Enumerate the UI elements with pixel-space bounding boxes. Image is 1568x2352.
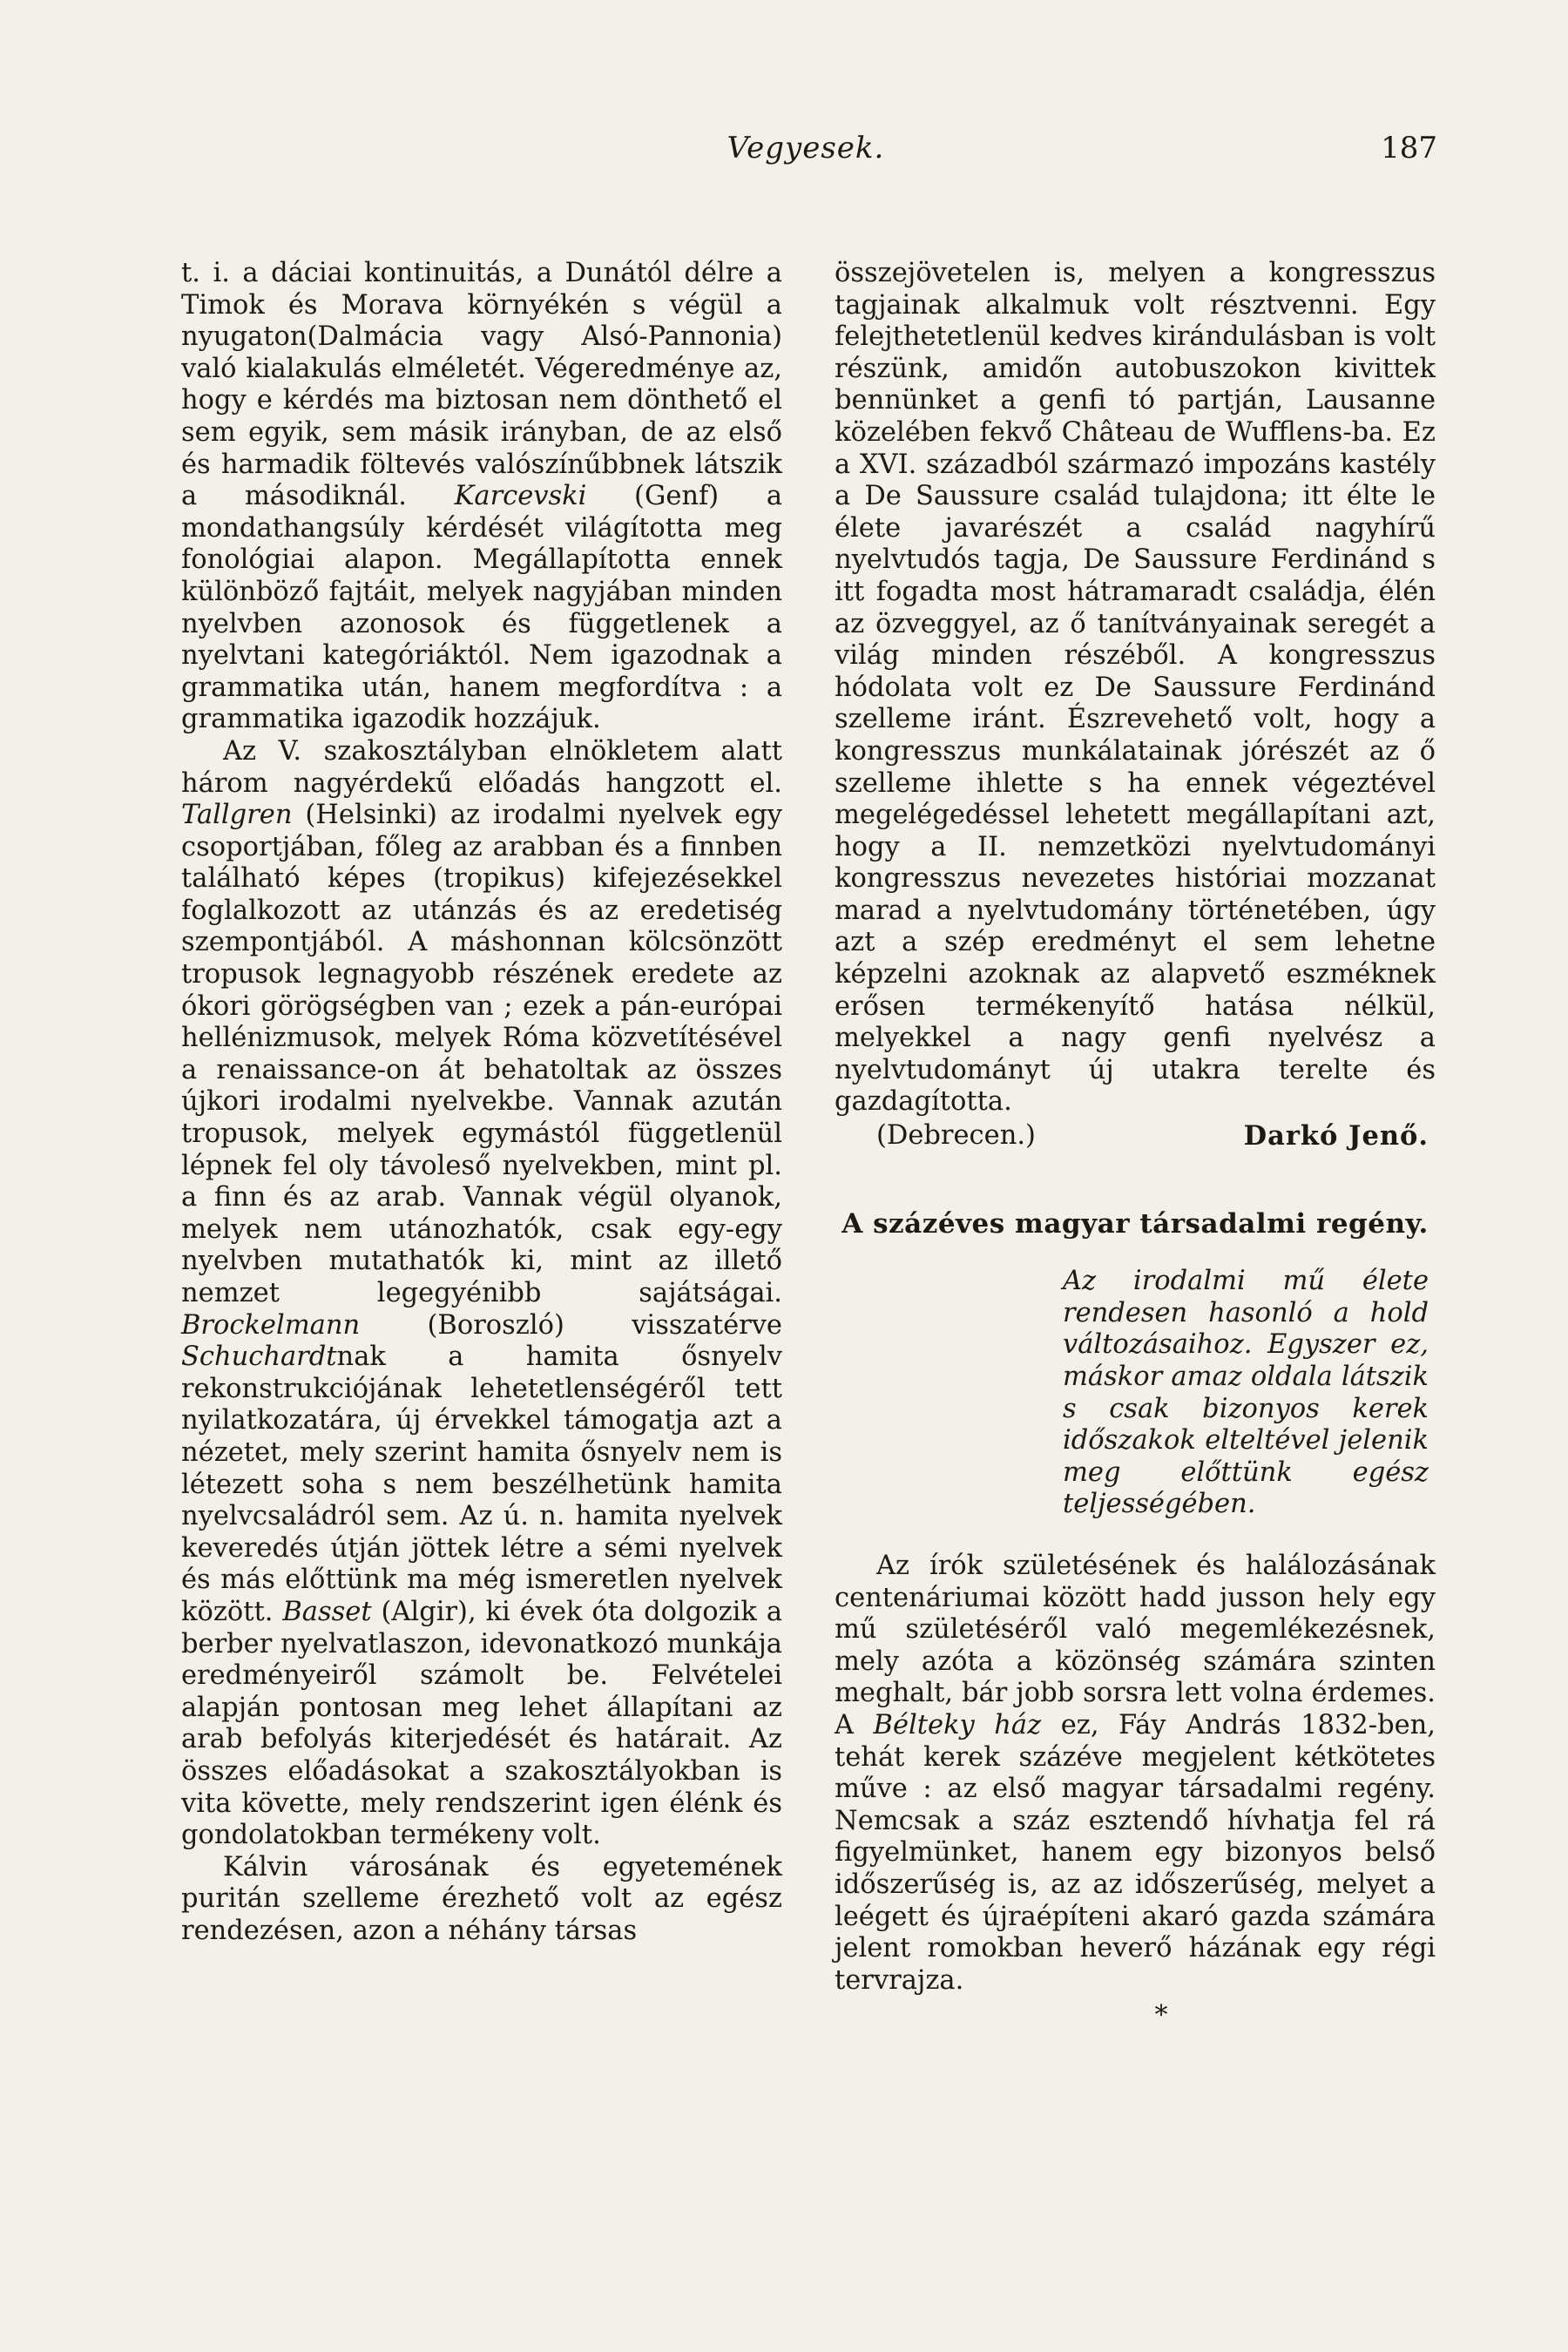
epigraph: Az irodalmi mű élete rendesen hasonló a hold változásaihoz. Egyszer ez, máskor amaz oldala látszik s csak bizonyos kerek időszakok elteltével jelenik meg előttünk egész teljességében. (1063, 1266, 1429, 1520)
right-column (835, 258, 1436, 2032)
page-number: 187 (1381, 131, 1437, 166)
running-title: Vegyesek. (727, 131, 885, 166)
signature-line (835, 1120, 1436, 1152)
italic-name: Bélteky ház (873, 1709, 1042, 1740)
italic-name: Tallgren (181, 800, 293, 831)
italic-name: Karcevski (454, 481, 587, 512)
italic-name: Schuchardt (181, 1342, 337, 1373)
paragraph: Az írók születésének és halálozásának centenáriumai között hadd jusson hely egy mű születéséről való megemlékezésnek, mely azóta a közönség számára szinten meghalt, bár jobb sorsra lett volna érdemes. A Bélteky ház ez, Fáy András 1832-ben, tehát kerek százéve megjelent kétkötetes műve : az első magyar társadalmi regény. Nemcsak a száz esztendő hívhatja fel rá figyelmünket, hanem egy bizonyos belső időszerűség is, az az időszerűség, melyet a leégett és újraépíteni akaró gazda számára jelent romokban heverő házának egy régi tervrajza. (835, 1550, 1436, 1996)
signature-place: (Debrecen.) (876, 1120, 1036, 1152)
paragraph: Kálvin városának és egyetemének puritán szelleme érezhető volt az egész rendezésen, azon a néhány társas (181, 1851, 782, 1946)
left-column (181, 258, 782, 1947)
paragraph: t. i. a dáciai kontinuitás, a Dunától délre a Timok és Morava környékén s végül a nyugaton(Dalmácia vagy Alsó-Pannonia) való kialakulás elméletét. Végeredménye az, hogy e kérdés ma biztosan nem dönthető el sem egyik, sem másik irányban, de az első és harmadik föltevés valószínűbbnek látszik a másodiknál. Karcevski (Genf) a mondathangsúly kérdését világította meg fonológiai alapon. Megállapította ennek különböző fajtáit, melyek nagyjában minden nyelvben azonosok és függetlenek a nyelvtani kategóriáktól. Nem igazodnak a grammatika után, hanem megfordítva : a grammatika igazodik hozzájuk. (181, 258, 783, 735)
section-title: A százéves magyar társadalmi regény. (841, 1207, 1429, 1240)
paragraph: Az V. szakosztályban elnökletem alatt három nagyérdekű előadás hangzott el. Tallgren (Helsinki) az irodalmi nyelvek egy csoportjában, főleg az arabban és a finnben található képes (tropikus) kifejezésekkel foglalkozott az utánzás és az eredetiség szempontjából. A máshonnan kölcsönzött tropusok legnagyobb részének eredete az ókori görögségben van ; ezek a pán-európai hellénizmusok, melyek Róma közvetítésével a renaissance-on át behatoltak az összes újkori irodalmi nyelvekbe. Vannak azután tropusok, melyek egymástól függetlenül lépnek fel oly távoleső nyelvekben, mint pl. a finn és az arab. Vannak végül olyanok, melyek nem utánozhatók, csak egy-egy nyelvben mutathatók ki, mint az illető nemzet legegyénibb sajátságai. Brockelmann (Boroszló) visszatérve Schuchardtnak a hamita ősnyelv rekonstrukciójának lehetetlenségéről tett nyilatkozatára, új érvekkel támogatja azt a nézetet, mely szerint hamita ősnyelv nem is létezett soha s nem beszélhetünk hamita nyelvcsaládról sem. Az ú. n. hamita nyelvek keveredés útján jöttek létre a sémi nyelvek és más előttünk ma még ismeretlen nyelvek között. Basset (Algir), ki évek óta dolgozik a berber nyelvatlaszon, idevonatkozó munkája eredményeiről számolt be. Felvételei alapján pontosan meg lehet állapítani az arab befolyás kiterjedését és határait. Az összes előadásokat a szakosztályokban is vita követte, mely rendszerint igen élénk és gondolatokban termékeny volt. (181, 735, 782, 1851)
section-asterisk: * (1154, 2000, 1168, 2031)
italic-name: Basset (282, 1596, 372, 1627)
page-header (174, 131, 1437, 174)
italic-name: Brockelmann (181, 1309, 361, 1341)
paragraph: összejövetelen is, melyen a kongresszus tagjainak alkalmuk volt résztvenni. Egy felejthetetlenül kedves kirándulásban is volt részünk, amidőn autobuszokon kivittek bennünket a genfi tó partján, Lausanne közelében fekvő Château de Wufflens-ba. Ez a XVI. századból származó impozáns kastély a De Saussure család tulajdona; itt élte le élete javarészét a család nagyhírű nyelvtudós tagja, De Saussure Ferdinánd s itt fogadta most hátramaradt családja, élén az özveggyel, az ő tanítványainak seregét a világ minden részéből. A kongresszus hódolata volt ez De Saussure Ferdinánd szelleme iránt. Észrevehető volt, hogy a kongresszus munkálatainak jórészét az ő szelleme ihlette s ha ennek végeztével megelégedéssel lehetett megállapítani azt, hogy a II. nemzetközi nyelvtudományi kongresszus nevezetes históriai mozzanat marad a nyelvtudomány történetében, úgy azt a szép eredményt el sem lehetne képzelni azoknak az alapvető eszméknek erősen termékenyítő hatása nélkül, melyekkel a nagy genfi nyelvész a nyelvtudományt új utakra terelte és gazdagította. (835, 258, 1436, 1118)
signature-author: Darkó Jenő. (1243, 1120, 1429, 1152)
